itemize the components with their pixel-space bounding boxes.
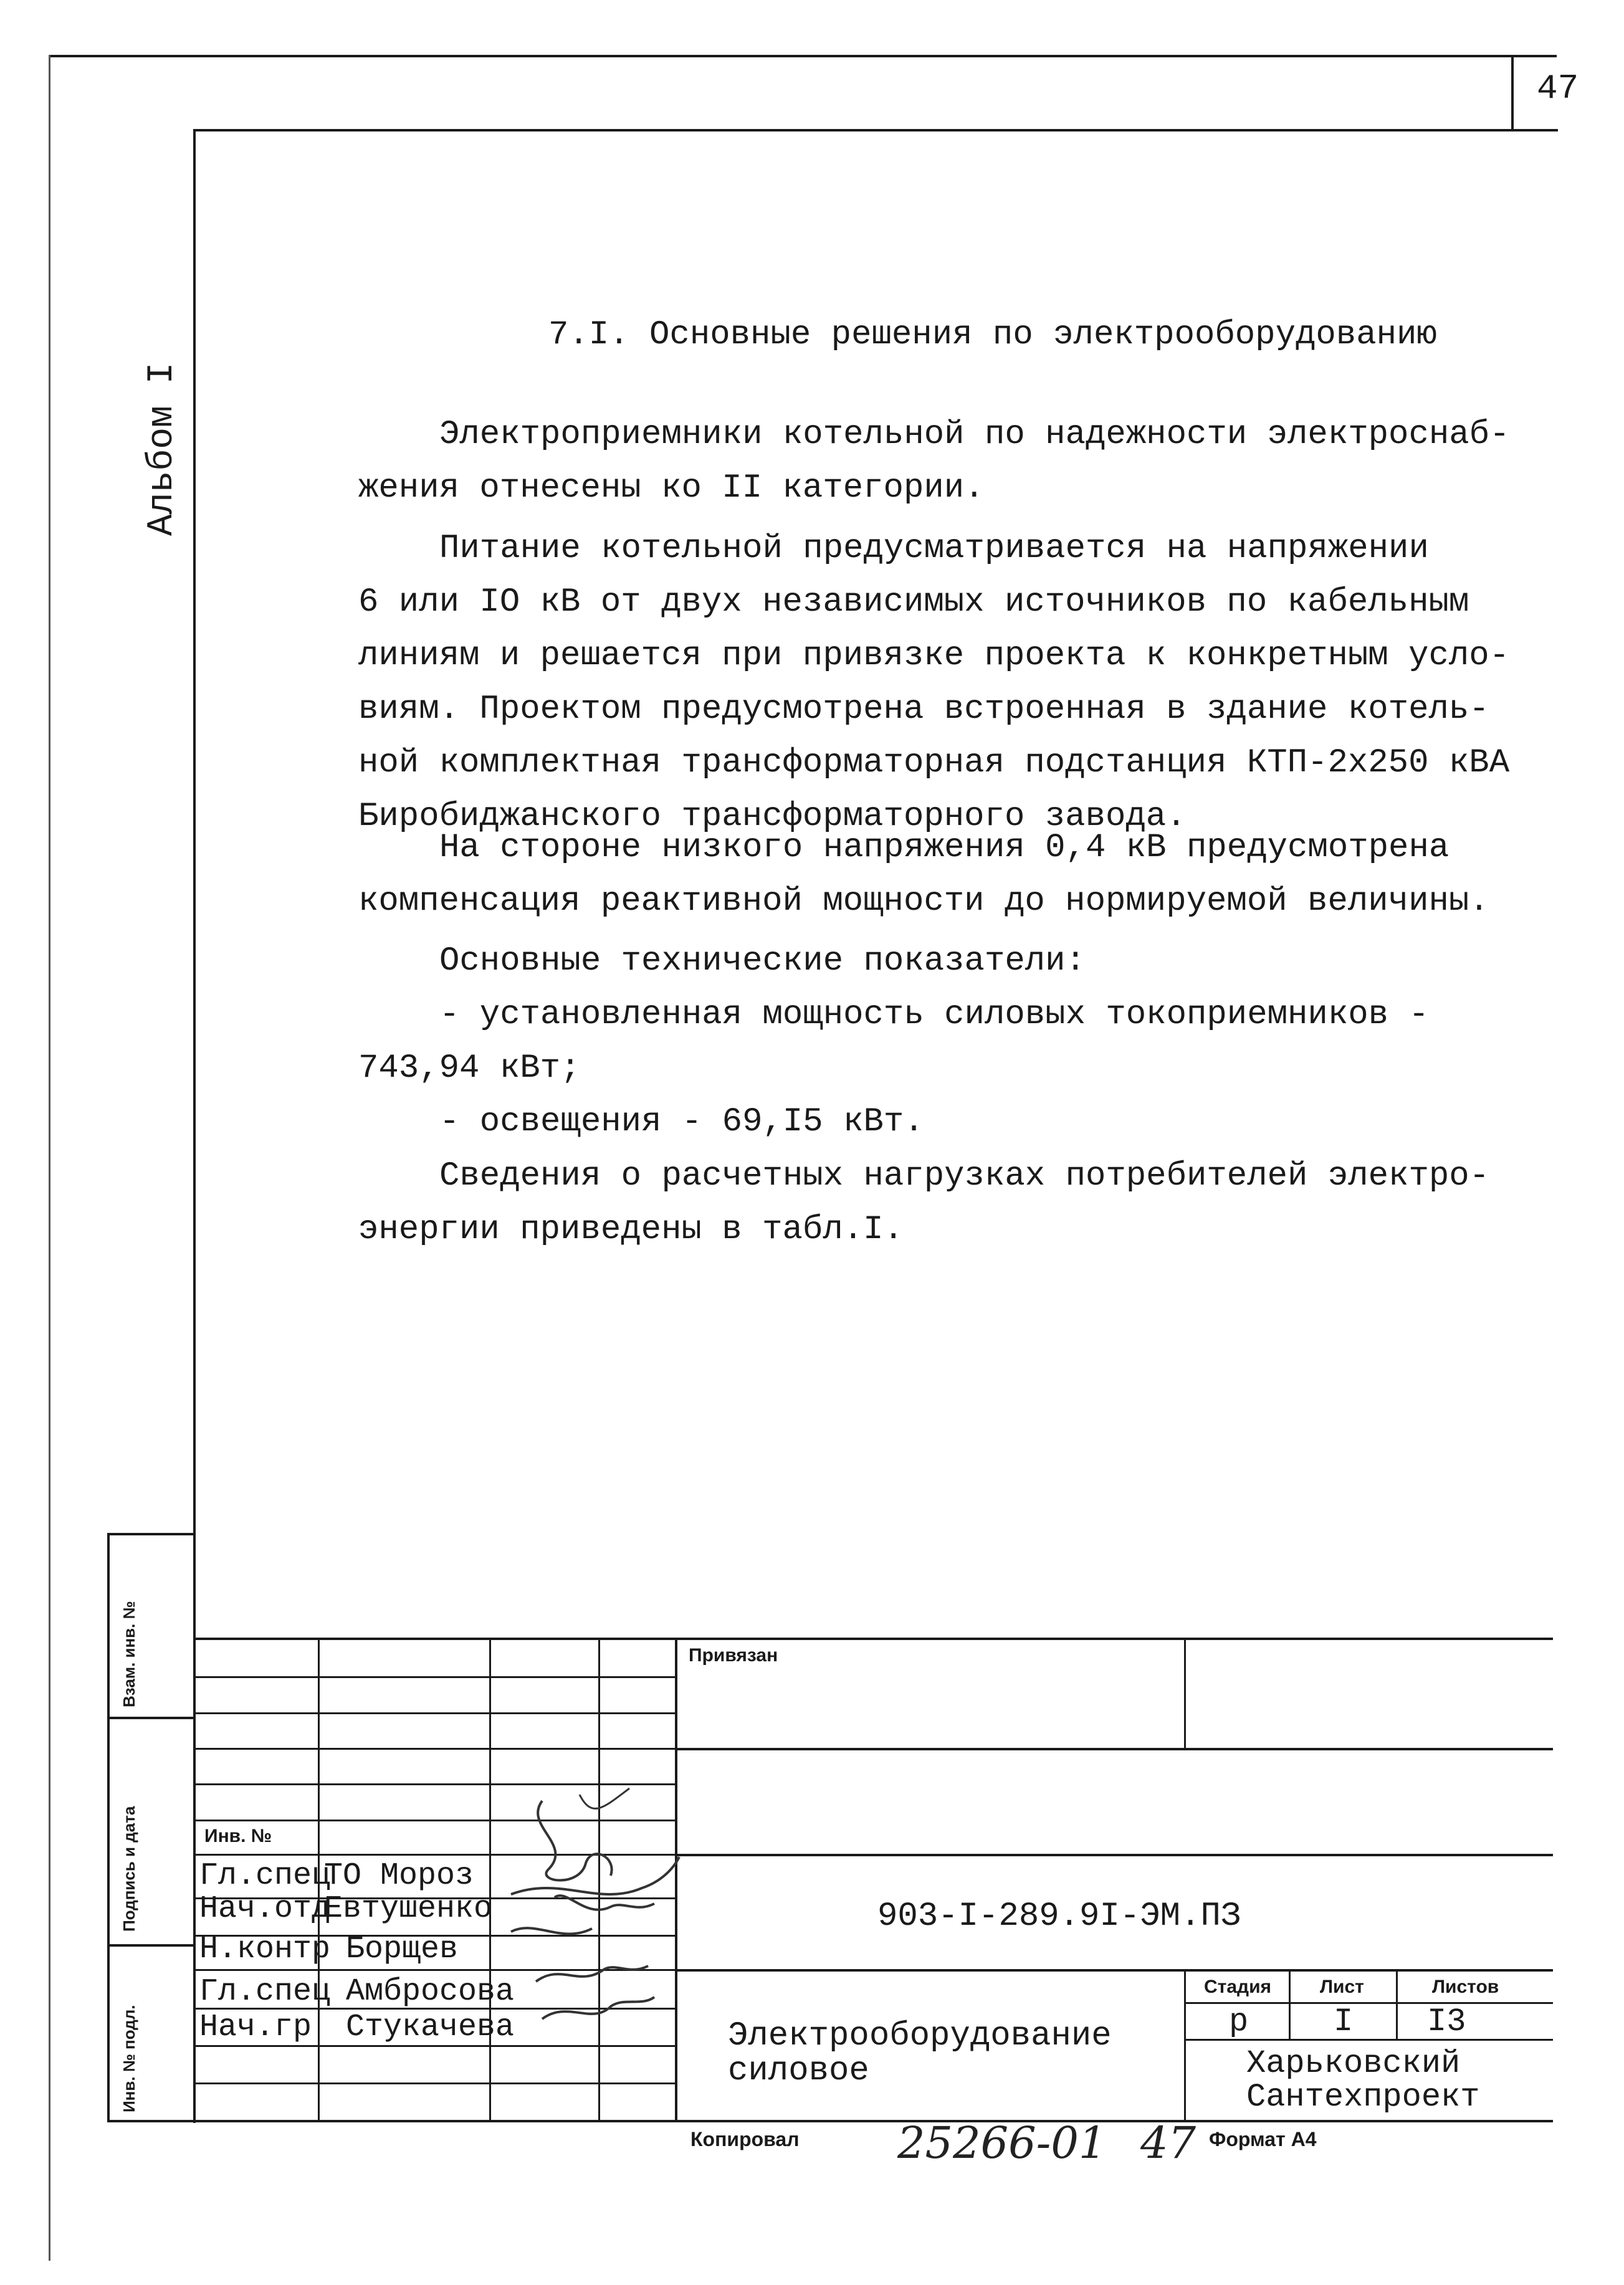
inner-top-border [193,129,1558,131]
paragraph-line: 743,94 кВт; [358,1049,581,1087]
paragraph-5 [358,1150,1489,1257]
copied-label: Копировал [690,2128,800,2150]
signer-name: ТО Мороз [324,1858,474,1894]
album-label: Альбом I [142,362,183,536]
handwritten-page: 47 [1140,2117,1197,2168]
podpis-data-label: Подпись и дата [120,1806,138,1932]
format-label: Формат А4 [1209,2128,1317,2150]
stage-value: р [1229,2003,1249,2040]
doc-name-line: Электрооборудование [728,2017,1112,2055]
signer-role: Н.контр [199,1932,331,1967]
paragraph-line: 6 или IO кВ от двух независимых источников по кабельным [358,583,1469,621]
signer-name: Борщев [346,1932,459,1967]
privyazan-label: Привязан [689,1645,778,1666]
handwritten-number: 25266-01 [897,2117,1107,2168]
signer-role: Гл.спец [199,1858,331,1894]
paragraph-line: Питание котельной предусматривается на напряжении [439,530,1429,568]
paragraph-3 [358,821,1489,928]
inner-left-border [193,129,196,2123]
vzam-inv-label: Взам. инв. № [120,1601,138,1707]
paragraph-line: жения отнесены ко II категории. [358,469,985,507]
paragraph-4 [358,935,1429,1149]
signer-name: Амбросова [346,1974,515,2010]
organization-line: Сантехпроект [1246,2079,1480,2116]
section-heading: 7.I. Основные решения по электрооборудованию [548,316,1437,354]
paragraph-line: - установленная мощность силовых токоприемников - [439,996,1429,1034]
sheet-header: Лист [1320,1977,1364,1997]
page-number-box-left [1511,57,1514,129]
signer-name: Стукачева [346,2010,515,2045]
paragraph-line: виям. Проектом предусмотрена встроенная в здание котель- [358,690,1489,728]
organization-line: Харьковский [1246,2045,1461,2082]
paragraph-line: Сведения о расчетных нагрузках потребителей электро- [439,1157,1490,1195]
paragraph-line: Биробиджанского трансформаторного завода. [358,798,1187,836]
sheets-header: Листов [1432,1977,1499,1997]
paragraph-line: Электроприемники котельной по надежности электроснаб- [439,416,1510,454]
doc-name [728,2019,1112,2089]
outer-left-border [49,55,50,2261]
paragraph-line: - освещения - 69,I5 кВт. [439,1103,924,1141]
inv-podl-label: Инв. № подл. [120,2005,138,2112]
stage-header: Стадия [1204,1977,1272,1997]
page-number: 47 [1537,69,1579,108]
signer-role: Гл.спец [199,1974,331,2010]
paragraph-line: линиям и решается при привязке проекта к конкретным усло- [358,637,1510,675]
paragraph-line: ной комплектная трансформаторная подстанция КТП-2х250 кВА [358,744,1510,782]
signatures-scribble [486,1782,685,2044]
paragraph-2 [358,522,1509,844]
organization [1246,2047,1479,2114]
sheets-value: I3 [1427,2003,1466,2040]
signer-role: Нач.гр [199,2010,312,2045]
paragraph-line: Основные технические показатели: [439,942,1086,980]
signer-role: Нач.отд [199,1891,331,1927]
outer-top-border [49,55,1557,57]
paragraph-1 [358,408,1509,515]
signer-name: Евтушенко [324,1891,493,1927]
paragraph-line: компенсация реактивной мощности до нормируемой величины. [358,882,1489,920]
inv-no-label: Инв. № [204,1826,272,1846]
doc-code: 903-I-289.9I-ЭМ.ПЗ [877,1897,1241,1935]
sheet-value: I [1334,2003,1354,2040]
paragraph-line: На стороне низкого напряжения 0,4 кВ предусмотрена [439,829,1450,867]
paragraph-line: энергии приведены в табл.I. [358,1211,904,1249]
doc-name-line: силовое [728,2052,869,2090]
